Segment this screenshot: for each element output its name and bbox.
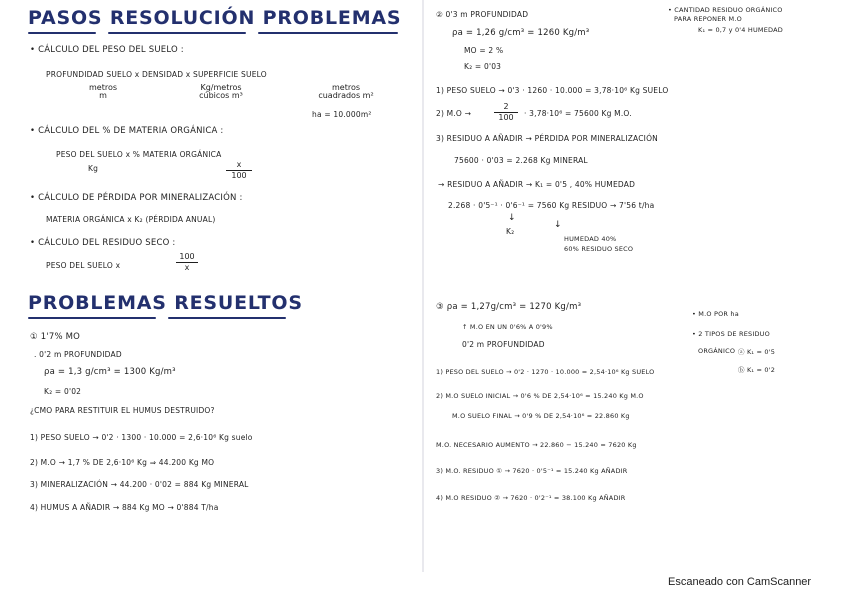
- solution-line: → RESIDUO A AÑADIR → K₁ = 0'5 , 40% HUMEDAD: [438, 180, 636, 189]
- step-heading: • CÁLCULO DEL PESO DEL SUELO :: [30, 45, 184, 55]
- step-note: ha = 10.000m²: [312, 110, 372, 119]
- side-note: • M.O POR ha: [692, 310, 739, 318]
- title-underline: [28, 32, 96, 34]
- left-page: [0, 0, 422, 572]
- solution-line: 2.268 · 0'5⁻¹ · 0'6⁻¹ = 7560 Kg RESIDUO → 7'56 t/ha: [448, 201, 655, 210]
- solution-line: 4) M.O RESIDUO ② → 7620 · 0'2⁻¹ = 38.100 Kg AÑADIR: [436, 494, 626, 502]
- solution-line: 1) PESO SUELO → 0'3 · 1260 · 10.000 = 3,78·10⁶ Kg SUELO: [436, 86, 669, 95]
- annotation-label: HUMEDAD 40%: [564, 235, 617, 243]
- solution-line: 1) PESO SUELO → 0'2 · 1300 · 10.000 = 2,6·10⁶ Kg suelo: [30, 433, 253, 442]
- arrow-down-icon: ↓: [554, 220, 562, 230]
- solution-line: 2) M.O → 1,7 % DE 2,6·10⁶ Kg ⇒ 44.200 Kg MO: [30, 458, 215, 467]
- title-underline: [108, 32, 246, 34]
- title-underline: [28, 317, 156, 319]
- solution-line: 3) M.O. RESIDUO ① → 7620 · 0'5⁻¹ = 15.240 Kg AÑADIR: [436, 467, 628, 475]
- title-word: PROBLEMAS: [28, 292, 167, 314]
- page-title: [28, 8, 401, 29]
- given-item: ρa = 1,3 g/cm³ = 1300 Kg/m³: [44, 367, 176, 377]
- solution-line: M.O. NECESARIO AUMENTO → 22.860 − 15.240 = 7620 Kg: [436, 441, 637, 449]
- title-underline: [168, 317, 286, 319]
- solution-line: 75600 · 0'03 = 2.268 Kg MINERAL: [454, 156, 588, 165]
- annotation-label: 60% RESIDUO SECO: [564, 245, 634, 253]
- solved-title: [28, 293, 303, 314]
- step-heading: • CÁLCULO DEL % DE MATERIA ORGÁNICA :: [30, 126, 224, 136]
- side-note: ⓑ K₁ = 0'2: [738, 366, 776, 374]
- solution-line: M.O SUELO FINAL → 0'9 % DE 2,54·10⁶ = 22.860 Kg: [452, 412, 630, 420]
- unit-label: metros cuadrados m²: [318, 83, 374, 101]
- title-word: RESOLUCIÓN: [109, 7, 256, 29]
- side-note: PARA REPONER M.O: [674, 15, 742, 23]
- mo-fraction: 2 100: [494, 103, 518, 123]
- problem-question: ¿CMO PARA RESTITUIR EL HUMUS DESTRUIDO?: [30, 406, 215, 415]
- side-note: ORGÁNICO: [698, 347, 736, 355]
- given-item: 0'2 m PROFUNDIDAD: [462, 340, 545, 349]
- unit-label: metros m: [88, 83, 118, 101]
- given-item: ρa = 1,26 g/cm³ = 1260 Kg/m³: [452, 28, 590, 38]
- title-word: PASOS: [28, 7, 103, 29]
- step-formula: PESO DEL SUELO x: [46, 261, 121, 270]
- given-item: ① 1'7% MO: [30, 332, 81, 342]
- side-note: K₁ = 0,7 y 0'4 HUMEDAD: [698, 26, 783, 34]
- title-underline: [258, 32, 398, 34]
- solution-line: 3) MINERALIZACIÓN → 44.200 · 0'02 = 884 Kg MINERAL: [30, 480, 249, 489]
- given-item: K₂ = 0'02: [44, 387, 82, 396]
- given-item: ↑ M.O EN UN 0'6% A 0'9%: [462, 323, 553, 331]
- title-word: RESUELTOS: [174, 292, 303, 314]
- side-note: • CANTIDAD RESIDUO ORGÁNICO: [668, 6, 783, 14]
- side-note: • 2 TIPOS DE RESIDUO: [692, 330, 770, 338]
- given-item: ② 0'3 m PROFUNDIDAD: [436, 10, 529, 19]
- side-note: ⓐ K₁ = 0'5: [738, 348, 776, 356]
- given-item: K₂ = 0'03: [464, 62, 502, 71]
- unit-label: Kg/metros cúbicos m³: [199, 83, 243, 101]
- step-heading: • CÁLCULO DE PÉRDIDA POR MINERALIZACIÓN :: [30, 193, 243, 203]
- solution-line: 3) RESIDUO A AÑADIR → PÉRDIDA POR MINERALIZACIÓN: [436, 134, 658, 143]
- solution-line: 2) M.O SUELO INICIAL → 0'6 % DE 2,54·10⁶ = 15.240 Kg M.O: [436, 392, 644, 400]
- solution-line: 2) M.O →: [436, 109, 472, 118]
- step-unit: Kg: [88, 164, 99, 173]
- scanner-watermark: Escaneado con CamScanner: [668, 576, 812, 588]
- title-word: PROBLEMAS: [262, 7, 402, 29]
- solution-line: 4) HUMUS A AÑADIR → 884 Kg MO → 0'884 T/ha: [30, 503, 219, 512]
- arrow-down-icon: ↓: [508, 213, 516, 223]
- given-item: ③ ρa = 1,27g/cm³ = 1270 Kg/m³: [436, 302, 582, 312]
- solution-line: 1) PESO DEL SUELO → 0'2 · 1270 · 10.000 = 2,54·10⁶ Kg SUELO: [436, 368, 655, 376]
- given-item: MO = 2 %: [464, 46, 504, 55]
- annotation-label: K₂: [506, 227, 515, 236]
- solution-line: · 3,78·10⁶ = 75600 Kg M.O.: [524, 109, 632, 118]
- step-heading: • CÁLCULO DEL RESIDUO SECO :: [30, 238, 176, 248]
- step-formula: MATERIA ORGÁNICA x K₂ (PÉRDIDA ANUAL): [46, 215, 216, 224]
- right-page: [424, 0, 846, 572]
- given-item: . 0'2 m PROFUNDIDAD: [34, 350, 122, 359]
- percent-fraction: x 100: [226, 161, 252, 181]
- step-formula: PESO DEL SUELO x % MATERIA ORGÁNICA: [56, 150, 222, 159]
- residue-fraction: 100 x: [176, 253, 198, 273]
- step-formula: PROFUNDIDAD SUELO x DENSIDAD x SUPERFICIE SUELO: [46, 70, 267, 79]
